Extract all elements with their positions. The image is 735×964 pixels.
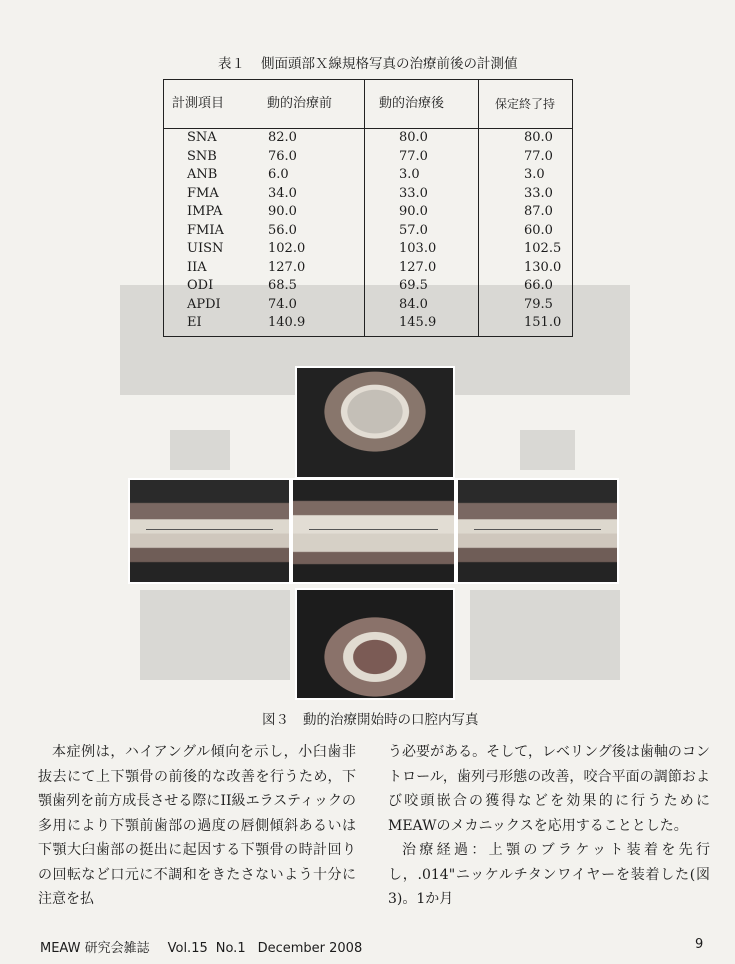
cell-retention: 80.0 [479,129,573,148]
archwire [474,529,601,530]
cell-after: 84.0 [365,296,479,315]
cell-item: APDI [164,296,264,315]
cell-retention: 130.0 [479,259,573,278]
cell-after: 33.0 [365,185,479,204]
table-body [164,129,573,337]
figure-label: 図３ [262,712,289,728]
show-through-block [520,430,575,470]
table-row [164,222,573,241]
cell-after: 103.0 [365,240,479,259]
table-header-row [164,80,573,129]
archwire [309,529,438,530]
cell-after: 127.0 [365,259,479,278]
cell-before: 76.0 [268,148,297,164]
cell-before: 68.5 [268,278,297,293]
cell-retention: 87.0 [479,203,573,222]
table-title: 側面頭部Ｘ線規格写真の治療前後の計測値 [261,56,518,72]
cell-item: ODI [164,277,264,296]
cell-after: 80.0 [365,129,479,148]
cell-item: FMA [164,185,264,204]
body-paragraph: う必要がある。そして，レベリング後は歯軸のコントロール，歯列弓形態の改善，咬合平面の調節および咬頭嵌合の獲得などを効果的に行うためにMEAWのメカニックスを応用することとした。 [388,744,710,834]
table-row [164,148,573,167]
table-label: 表１ [218,56,245,72]
header-retention: 保定終了持 [479,80,573,129]
cell-item: EI [164,314,264,336]
body-column-left [38,740,356,912]
show-through-block [170,430,230,470]
cell-item: ANB [164,166,264,185]
cell-retention: 66.0 [479,277,573,296]
right-lateral-photo [128,478,291,584]
table-row [164,166,573,185]
header-item: 計測項目 [164,80,264,129]
cell-item: IIA [164,259,264,278]
cell-after: 3.0 [365,166,479,185]
cell-item: SNB [164,148,264,167]
journal-date: December 2008 [257,941,363,956]
cell-before: 6.0 [268,167,289,182]
table-row [164,129,573,148]
cell-after: 77.0 [365,148,479,167]
cell-item: IMPA [164,203,264,222]
page-number: 9 [695,937,704,952]
cell-before: 90.0 [268,204,297,219]
cephalometric-table [163,79,573,337]
cell-before: 56.0 [268,222,297,238]
frontal-photo [291,478,456,584]
header-before: 動的治療前 [263,80,365,129]
header-after: 動的治療後 [365,80,479,129]
table-caption [218,52,518,72]
lower-occlusal-photo [295,588,455,700]
table-row [164,185,573,204]
cell-before: 74.0 [268,296,297,312]
table-row [164,259,573,278]
cell-retention: 151.0 [479,314,573,336]
cell-retention: 3.0 [479,166,573,185]
show-through-block [140,590,290,680]
cell-after: 90.0 [365,203,479,222]
cell-retention: 77.0 [479,148,573,167]
table-row [164,296,573,315]
cell-item: SNA [164,129,264,148]
table-row [164,277,573,296]
cell-after: 69.5 [365,277,479,296]
table-row [164,314,573,336]
table-row [164,203,573,222]
archwire [146,529,273,530]
left-lateral-photo [456,478,619,584]
table-row [164,240,573,259]
cell-before: 102.0 [268,241,306,256]
cell-item: UISN [164,240,264,259]
cell-retention: 33.0 [479,185,573,204]
cell-retention: 102.5 [479,240,573,259]
journal-number: No.1 [215,941,246,956]
cell-retention: 79.5 [479,296,573,315]
cell-before: 127.0 [268,259,306,275]
show-through-block [470,590,620,680]
body-paragraph: 本症例は，ハイアングル傾向を示し，小臼歯非抜去にて上下顎骨の前後的な改善を行うため，下顎歯列を前方成長させる際にII級エラスティックの多用により下顎前歯部の過度の唇側傾斜あるいは下顎大臼歯部の挺出に起因する下顎骨の時計回りの回転など口元に不調和をきたさないよう十分に注意を払 [38,744,356,907]
cell-retention: 60.0 [479,222,573,241]
cell-after: 57.0 [365,222,479,241]
body-paragraph: 治療経過：上顎のブラケット装着を先行し，.014"ニッケルチタンワイヤーを装着した(図3)。1か月 [388,842,710,907]
cell-before: 140.9 [263,314,365,336]
page-footer [40,937,362,956]
cell-after: 145.9 [365,314,479,336]
figure-caption [262,708,479,728]
journal-volume: Vol.15 [167,941,208,956]
body-column-right [388,740,710,912]
upper-occlusal-photo [295,366,455,479]
cell-before: 34.0 [268,185,297,201]
journal-name: MEAW 研究会雑誌 [40,941,150,956]
cell-before: 82.0 [268,130,297,145]
cell-item: FMIA [164,222,264,241]
figure-caption-text: 動的治療開始時の口腔内写真 [303,712,479,728]
